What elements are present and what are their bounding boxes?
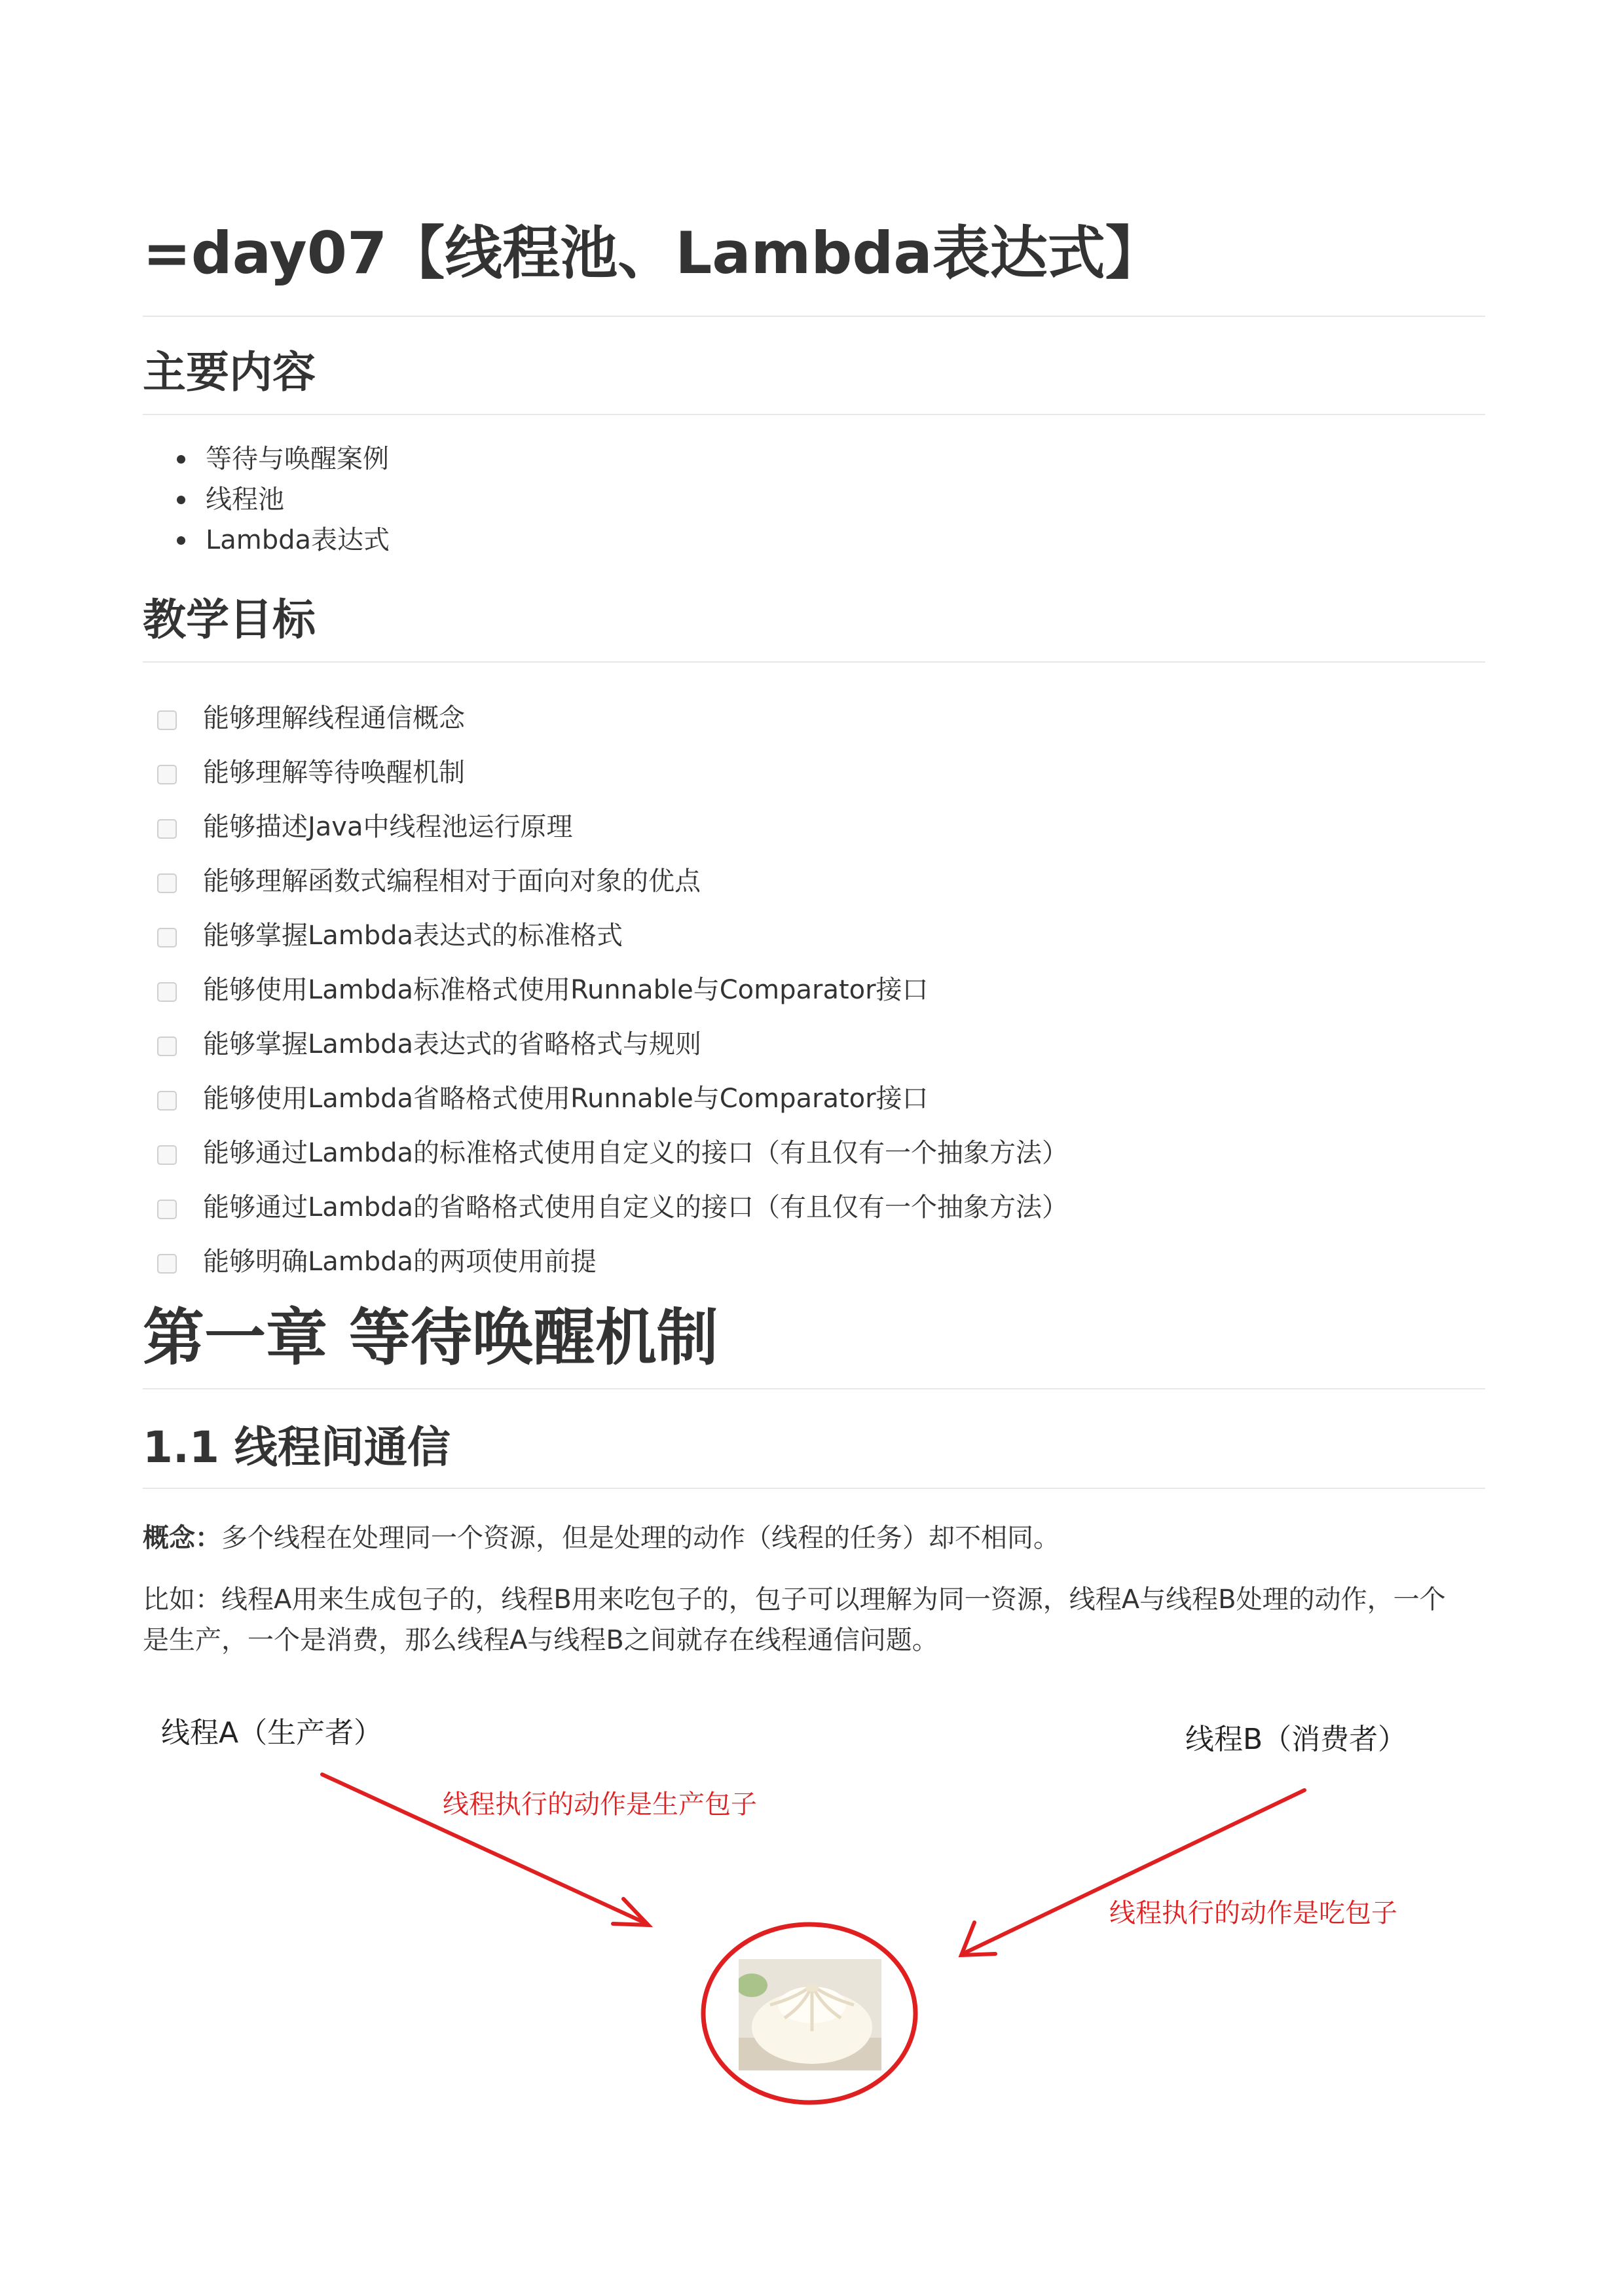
thread-b-label: 线程B（消费者） — [1185, 1723, 1407, 1756]
goals-checklist — [157, 691, 1068, 1289]
list-item: Lambda表达式 — [177, 520, 390, 560]
task-item — [157, 1126, 1068, 1180]
page-title: =day07【线程池、Lambda表达式】 — [143, 219, 1163, 287]
task-label: 能够使用Lambda省略格式使用Runnable与Comparator接口 — [203, 1083, 929, 1114]
steamed-bun-image — [739, 1959, 881, 2070]
task-label: 能够通过Lambda的省略格式使用自定义的接口（有且仅有一个抽象方法） — [203, 1192, 1069, 1222]
concept-label: 概念： — [143, 1523, 221, 1553]
checkbox[interactable] — [157, 982, 177, 1002]
task-item — [157, 1180, 1068, 1234]
task-label: 能够理解等待唤醒机制 — [203, 757, 465, 788]
checkbox[interactable] — [157, 1200, 177, 1219]
checkbox[interactable] — [157, 1091, 177, 1111]
example-line-2: 是生产，一个是消费，那么线程A与线程B之间就存在线程通信问题。 — [143, 1625, 938, 1655]
checkbox[interactable] — [157, 1145, 177, 1165]
chapter-divider — [143, 1388, 1485, 1389]
main-content-divider — [143, 414, 1485, 415]
action-a-label: 线程执行的动作是生产包子 — [443, 1790, 757, 1820]
goals-divider — [143, 661, 1485, 663]
goals-heading: 教学目标 — [143, 595, 316, 645]
example-line-1: 比如：线程A用来生成包子的，线程B用来吃包子的，包子可以理解为同一资源，线程A与线程B处理的动作，一个 — [143, 1585, 1446, 1615]
checkbox[interactable] — [157, 819, 177, 839]
task-item — [157, 799, 1068, 854]
checkbox[interactable] — [157, 765, 177, 784]
task-item — [157, 745, 1068, 799]
checkbox[interactable] — [157, 928, 177, 947]
checkbox[interactable] — [157, 710, 177, 730]
task-label: 能够理解函数式编程相对于面向对象的优点 — [203, 866, 701, 896]
checkbox[interactable] — [157, 873, 177, 893]
task-item — [157, 1234, 1068, 1289]
title-divider — [143, 316, 1485, 317]
checkbox[interactable] — [157, 1037, 177, 1056]
task-item — [157, 908, 1068, 963]
task-item — [157, 963, 1068, 1017]
concept-text: 多个线程在处理同一个资源，但是处理的动作（线程的任务）却不相同。 — [221, 1523, 1060, 1553]
thread-a-label: 线程A（生产者） — [161, 1716, 383, 1750]
task-item — [157, 1017, 1068, 1071]
action-b-label: 线程执行的动作是吃包子 — [1109, 1898, 1397, 1928]
task-item — [157, 854, 1068, 908]
list-item: 线程池 — [177, 479, 390, 520]
task-label: 能够明确Lambda的两项使用前提 — [203, 1246, 597, 1277]
main-content-list — [177, 439, 390, 560]
main-content-heading: 主要内容 — [143, 347, 316, 397]
task-item — [157, 691, 1068, 745]
task-item — [157, 1071, 1068, 1126]
task-label: 能够掌握Lambda表达式的标准格式 — [203, 920, 623, 951]
task-label: 能够理解线程通信概念 — [203, 703, 465, 733]
thread-communication-diagram — [0, 1676, 1624, 2135]
arrow-b-icon — [961, 1790, 1304, 1955]
list-item: 等待与唤醒案例 — [177, 439, 390, 479]
task-label: 能够掌握Lambda表达式的省略格式与规则 — [203, 1029, 702, 1059]
section-divider — [143, 1488, 1485, 1489]
arrow-a-icon — [322, 1774, 648, 1925]
example-paragraph — [143, 1579, 1485, 1661]
chapter-title: 第一章 等待唤醒机制 — [143, 1302, 718, 1374]
task-label: 能够使用Lambda标准格式使用Runnable与Comparator接口 — [203, 974, 929, 1005]
task-label: 能够描述Java中线程池运行原理 — [203, 811, 573, 842]
task-label: 能够通过Lambda的标准格式使用自定义的接口（有且仅有一个抽象方法） — [203, 1137, 1069, 1168]
section-title: 1.1 线程间通信 — [143, 1422, 451, 1473]
checkbox[interactable] — [157, 1254, 177, 1274]
concept-paragraph — [143, 1518, 1485, 1558]
